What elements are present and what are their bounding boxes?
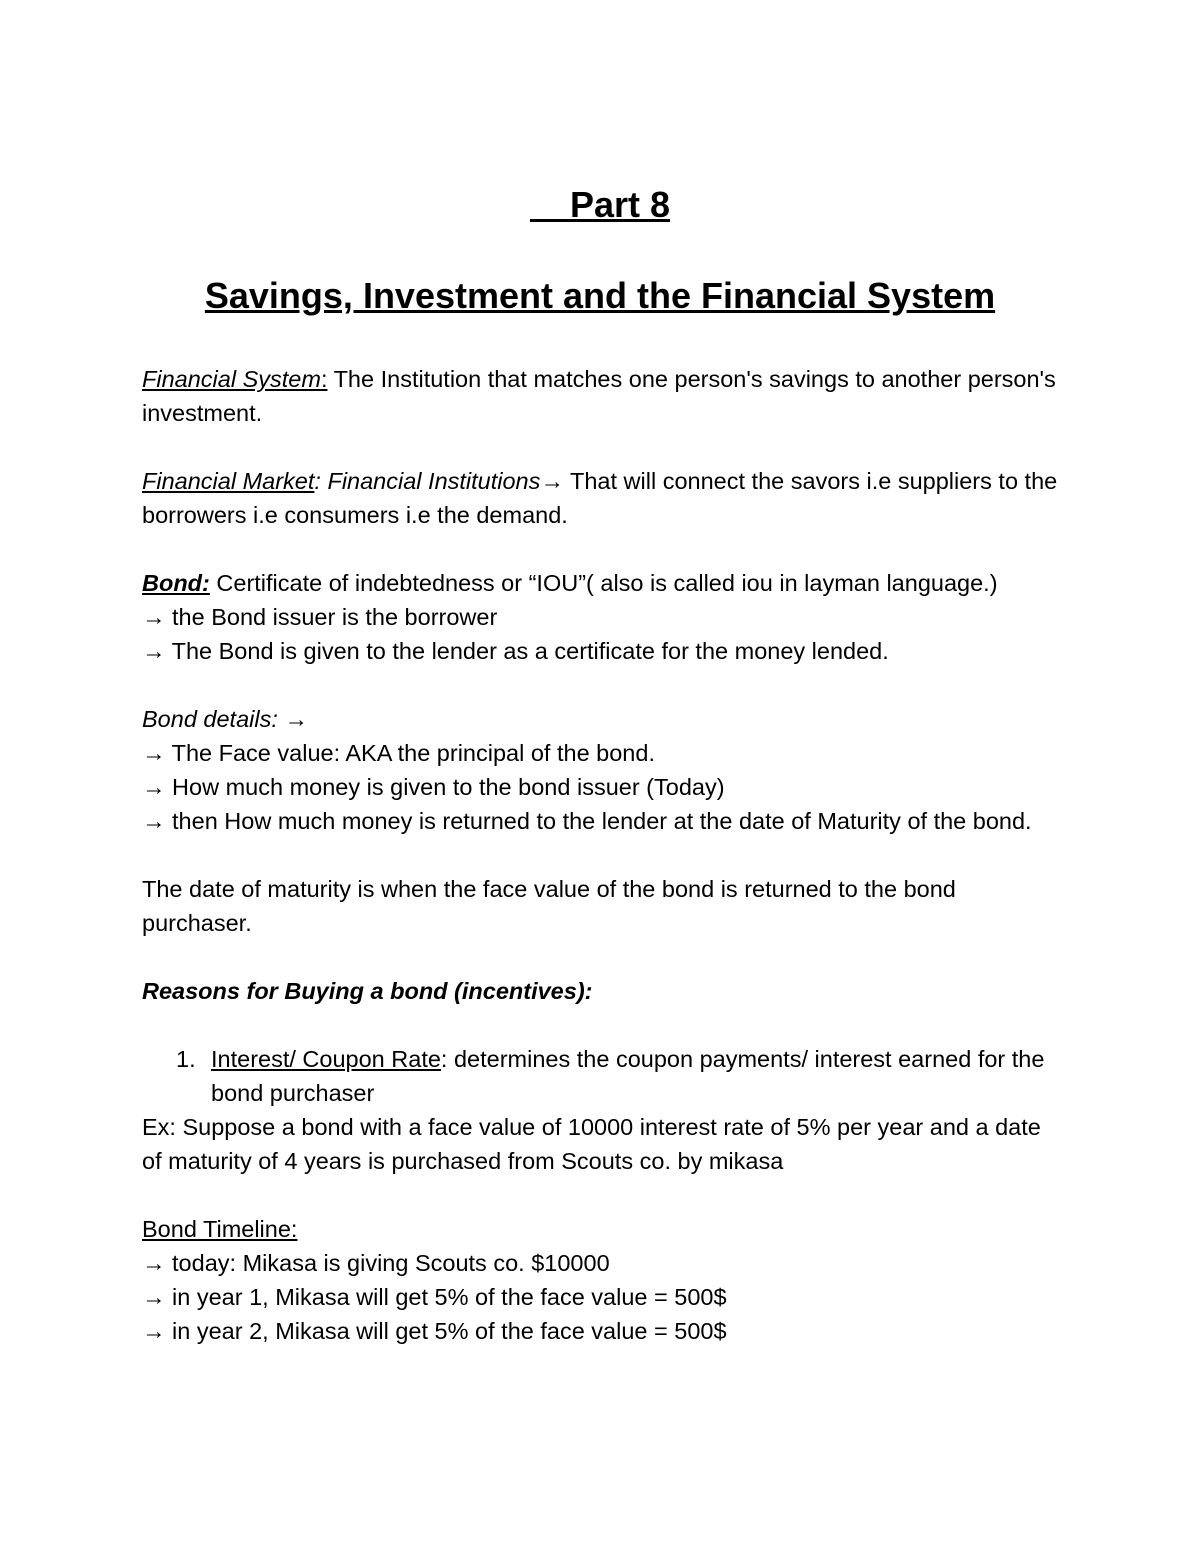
bond-point: → the Bond issuer is the borrower [142,604,498,630]
part-title-text: Part 8 [569,184,671,225]
bond-details-point: → How much money is given to the bond issuer (Today) [142,774,725,800]
timeline-point: → today: Mikasa is giving Scouts co. $10000 [142,1250,610,1276]
bond-details-point: → then How much money is returned to the lender at the date of Maturity of the bond. [142,808,1032,834]
financial-system-text: The Institution that matches one person's savings to another person's investment. [142,366,1056,426]
spacer [142,668,1062,702]
spacer [142,1178,1062,1212]
example-text: Ex: Suppose a bond with a face value of 10000 interest rate of 5% per year and a date of maturity of 4 years is purchased from Scouts co. by mikasa [142,1114,1041,1174]
financial-market-term: Financial Market [142,468,315,494]
maturity-note: The date of maturity is when the face value of the bond is returned to the bond purchaser. [142,876,956,936]
financial-market-definition [142,464,1062,532]
financial-system-definition [142,362,1062,430]
timeline-heading: Bond Timeline: [142,1216,298,1242]
spacer [142,940,1062,974]
timeline-point: → in year 1, Mikasa will get 5% of the face value = 500$ [142,1284,727,1310]
financial-system-colon: : [320,366,328,392]
main-title: Savings, Investment and the Financial System [204,275,996,316]
bond-details-point: → The Face value: AKA the principal of the bond. [142,740,655,766]
spacer [142,838,1062,872]
financial-system-term: Financial System [142,366,321,392]
reasons-list-item [142,1042,1062,1110]
bond-term: Bond: [142,570,210,596]
reasons-heading: Reasons for Buying a bond (incentives): [142,978,593,1004]
spacer [142,1008,1062,1042]
bond-point: → The Bond is given to the lender as a certificate for the money lended. [142,638,889,664]
part-title [0,183,1200,227]
spacer [142,430,1062,464]
document-body [142,362,1062,1348]
spacer [142,532,1062,566]
bond-text: Certificate of indebtedness or “IOU”( also is called iou in layman language.) [209,570,998,596]
reason-text [211,1042,1062,1110]
timeline-point: → in year 2, Mikasa will get 5% of the face value = 500$ [142,1318,727,1344]
list-number: 1. [176,1046,196,1072]
reason-description: : determines the coupon payments/ interest earned for the bond purchaser [211,1046,1045,1106]
bond-definition [142,566,1062,600]
bond-details-heading: Bond details: → [142,706,308,732]
reason-term: Interest/ Coupon Rate [211,1046,441,1072]
financial-market-institutions: : Financial Institutions→ [314,468,564,494]
financial-market-text: That will connect the savors i.e suppliers to the borrowers i.e consumers i.e the demand. [142,468,1058,528]
